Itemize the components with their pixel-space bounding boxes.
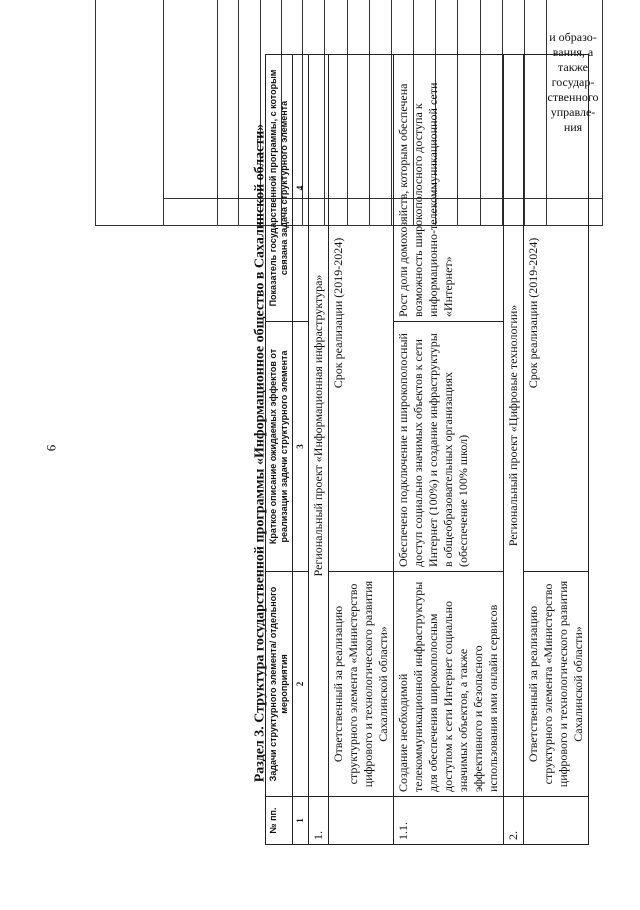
page-number: 9	[44, 444, 59, 452]
table-row	[329, 55, 394, 845]
header-task: Задачи структурного элемента/ отдельного мероприятия	[266, 572, 293, 797]
project1-term: Срок реализации (2019-2024)	[329, 55, 394, 572]
task1-1-effects: Обеспечено подключение и широкополосный доступ социально значимых объектов к сети Интернет (100%) и создание инфраструктуры в общеобразовательных организациях (обеспечение 100% школ)	[394, 322, 504, 572]
structure-table	[265, 54, 589, 845]
project2-title: Региональный проект «Цифровые технологии»	[504, 55, 524, 797]
project2-term: Срок реализации (2019-2024)	[524, 55, 589, 572]
empty-cell	[329, 797, 394, 845]
table-border	[602, 0, 603, 226]
task1-1-indicator: Рост доли домохозяйств, которым обеспечена возможность широкополосного доступа к информационно-телекоммуникационной сети «Интернет»	[394, 55, 504, 322]
col-number: 3	[293, 322, 309, 572]
project1-title: Региональный проект «Информационная инфраструктура»	[309, 55, 329, 797]
empty-cell	[524, 797, 589, 845]
project2-responsible: Ответственный за реализацию структурного элемента «Министерство цифрового и технологического развития Сахалинской области»	[524, 572, 589, 797]
table-row	[504, 55, 524, 845]
column-number-row	[293, 55, 309, 845]
continued-cell-text: и образо- вания, а также государ- ственного управле- ния	[547, 30, 599, 134]
col-number: 1	[293, 797, 309, 845]
col-number: 2	[293, 572, 309, 797]
table-row	[309, 55, 329, 845]
table-row	[524, 55, 589, 845]
header-num: № пп.	[266, 797, 293, 845]
project1-responsible: Ответственный за реализацию структурного элемента «Министерство цифрового и технологического развития Сахалинской области»	[329, 572, 394, 797]
project2-num: 2.	[504, 797, 524, 845]
col-number: 4	[293, 55, 309, 322]
table-row	[394, 55, 504, 845]
task1-1-num: 1.1.	[394, 797, 504, 845]
header-indicator: Показатель государственной программы, с которым связана задача структурного элемента	[266, 55, 293, 322]
task1-1-text: Создание необходимой телекоммуникационной инфраструктуры для обеспечения широкополосным доступом к сети Интернет социально значимых объектов, а также эффективного и безопасного использования ими онлайн сервисов	[394, 572, 504, 797]
header-effects: Краткое описание ожидаемых эффектов от реализации задачи структурного элемента	[266, 322, 293, 572]
project1-num: 1.	[309, 797, 329, 845]
table-header-row	[266, 55, 293, 845]
section-title: Раздел 3. Структура государственной программы «Информационное общество в Сахалинской области»	[252, 123, 268, 783]
